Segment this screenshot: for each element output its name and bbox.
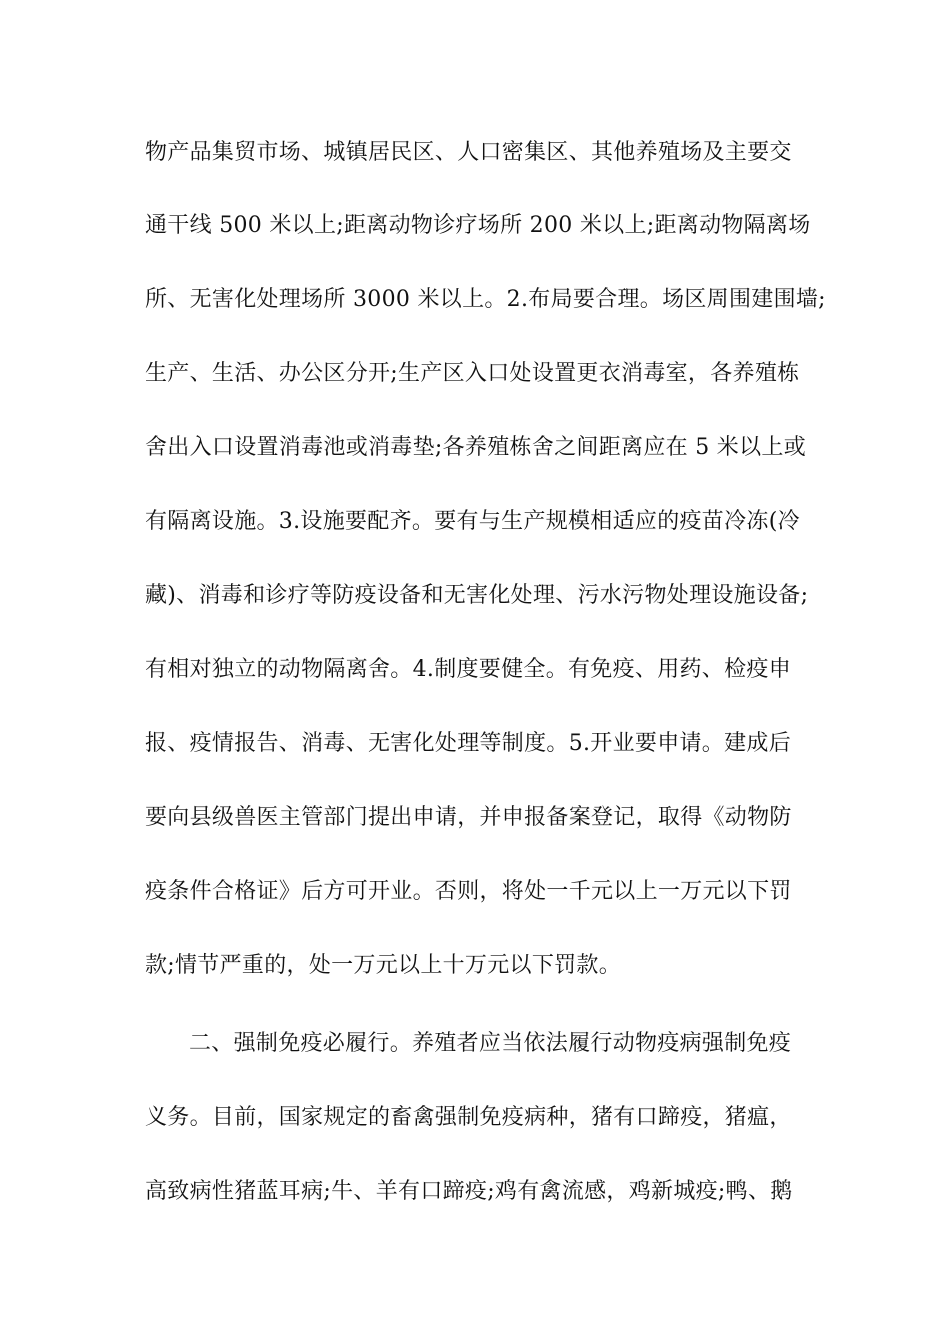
text-line: 义务。目前，国家规定的畜禽强制免疫病种，猪有口蹄疫，猪瘟， [145,1105,792,1130]
text-line: 高致病性猪蓝耳病;牛、羊有口蹄疫;鸡有禽流感，鸡新城疫;鸭、鹅 [145,1179,793,1204]
text-line: 款;情节严重的，处一万元以上十万元以下罚款。 [145,953,622,978]
text-line: 疫条件合格证》后方可开业。否则，将处一千元以上一万元以下罚 [145,879,792,904]
text-line: 通干线 500 米以上;距离动物诊疗场所 200 米以上;距离动物隔离场 [145,213,811,238]
text-line: 要向县级兽医主管部门提出申请，并申报备案登记，取得《动物防 [145,805,792,830]
text-line: 藏)、消毒和诊疗等防疫设备和无害化处理、污水污物处理设施设备; [145,583,809,608]
text-line: 有隔离设施。3.设施要配齐。要有与生产规模相适应的疫苗冷冻(冷 [145,509,800,534]
text-line: 报、疫情报告、消毒、无害化处理等制度。5.开业要申请。建成后 [145,731,791,756]
text-line: 舍出入口设置消毒池或消毒垫;各养殖栋舍之间距离应在 5 米以上或 [145,435,806,460]
text-line: 生产、生活、办公区分开;生产区入口处设置更衣消毒室，各养殖栋 [145,361,800,386]
text-line: 物产品集贸市场、城镇居民区、人口密集区、其他养殖场及主要交 [145,140,792,165]
paragraph-first-line: 二、强制免疫必履行。养殖者应当依法履行动物疫病强制免疫 [189,1031,792,1056]
text-line: 所、无害化处理场所 3000 米以上。2.布局要合理。场区周围建围墙; [145,287,826,312]
text-line: 有相对独立的动物隔离舍。4.制度要健全。有免疫、用药、检疫申 [145,657,791,682]
